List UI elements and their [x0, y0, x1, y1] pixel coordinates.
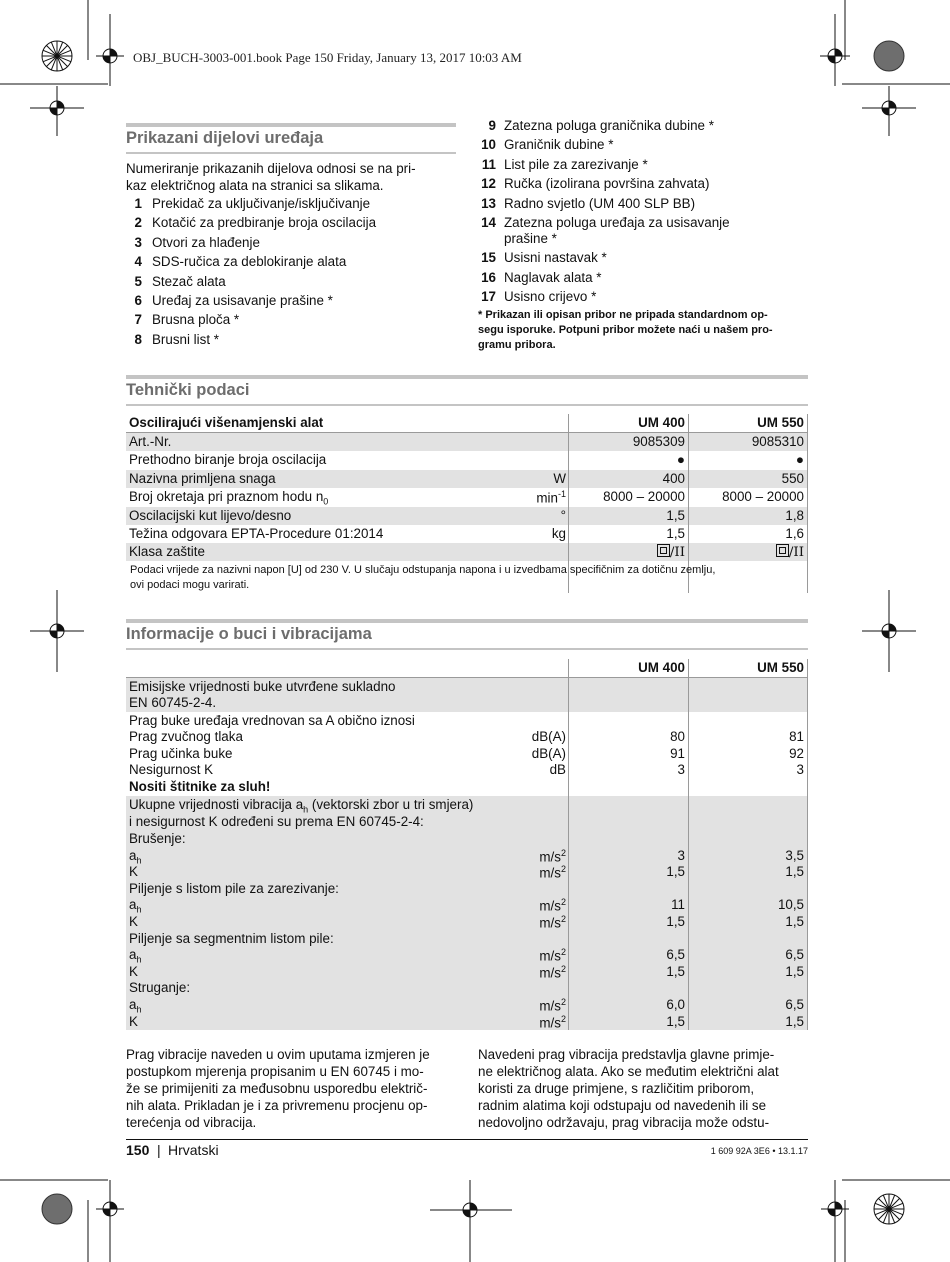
tech-row-label: Klasa zaštite	[129, 544, 205, 560]
noise-title-underline	[126, 648, 808, 650]
item-label: Brusna ploča *	[152, 312, 240, 328]
vibration-unit: $m/s^2$	[539, 864, 566, 881]
vibration-unit: $m/s^2$	[539, 914, 566, 931]
noise-threshold-text: Prag buke uređaja vrednovan sa A obično iznosi	[129, 713, 415, 728]
item-label: Stezač alata	[152, 273, 226, 289]
item-label: Brusni list *	[152, 331, 219, 347]
parts-list-item	[478, 137, 808, 154]
page-number: 150	[126, 1142, 150, 1158]
parts-list-item	[126, 312, 456, 329]
item-label: Naglavak alata *	[504, 269, 602, 285]
footer-language: Hrvatski	[168, 1142, 219, 1158]
superscript: 2	[560, 864, 566, 875]
protection-class-icon	[776, 544, 789, 557]
tech-row-um400: 1,5	[666, 526, 685, 541]
parts-list-item	[478, 289, 808, 306]
tech-row-um550: 550	[781, 470, 804, 486]
tech-row-um400	[657, 544, 685, 560]
vibration-um550: 1,5	[785, 963, 804, 979]
item-number: 14	[481, 215, 496, 230]
parts-list-item	[126, 274, 456, 291]
item-label: List pile za zarezivanje *	[504, 156, 648, 172]
footer-doc-code: 1 609 92A 3E6 • 13.1.17	[710, 1146, 808, 1156]
paragraph-line: terećenja od vibracija.	[126, 1115, 257, 1130]
tech-footnote-line: ovi podaci mogu varirati.	[130, 579, 250, 591]
vibration-ah-label: $a_h$	[129, 897, 142, 916]
tech-table-row	[126, 470, 808, 488]
paragraph-line: Navedeni prag vibracija predstavlja glavne primje-	[478, 1047, 775, 1062]
tech-header-um550: UM 550	[757, 415, 804, 430]
item-number: 16	[481, 269, 496, 285]
item-label: SDS-ručica za deblokiranje alata	[152, 254, 347, 270]
vibration-group-name: Piljenje sa segmentnim listom pile:	[129, 930, 334, 946]
vibration-k-label: K	[129, 914, 138, 929]
vibration-k-label: K	[129, 1013, 138, 1029]
item-label-continuation: prašine *	[504, 231, 557, 247]
vibration-um400: 1,5	[666, 1013, 685, 1029]
vibration-block	[126, 796, 808, 1030]
noise-emission-line: Emisijske vrijednosti buke utvrđene sukladno	[129, 679, 396, 694]
vibration-group-name: Struganje:	[129, 980, 191, 996]
vibration-unit: $m/s^2$	[539, 997, 566, 1014]
item-label: Zatezna poluga graničnika dubine *	[504, 118, 714, 133]
item-number: 10	[481, 137, 496, 153]
noise-col-divider	[568, 659, 569, 1030]
noise-row-label: Prag zvučnog tlaka	[129, 729, 243, 744]
noise-row-um400: 91	[670, 745, 685, 761]
parts-list-item	[126, 196, 456, 213]
item-label: Usisno crijevo *	[504, 289, 597, 305]
parts-list-item	[126, 254, 456, 271]
tech-table-row	[126, 451, 808, 469]
paragraph-line: Prag vibracije naveden u ovim uputama izmjeren je	[126, 1047, 430, 1062]
vibration-ah-label: $a_h$	[129, 947, 142, 965]
subscript: h	[136, 1004, 142, 1015]
parts-intro-line: Numeriranje prikazanih dijelova odnosi se na pri-	[126, 161, 416, 176]
item-number: 9	[488, 118, 496, 133]
noise-row-unit: dB(A)	[531, 745, 566, 761]
parts-intro-line: kaz električnog alata na stranici sa slikama.	[126, 178, 384, 193]
noise-header-um400: UM 400	[638, 660, 685, 675]
parts-list-item	[478, 196, 808, 213]
item-label: Kotačić za predbiranje broja oscilacija	[152, 215, 377, 231]
vibration-k-label: K	[129, 864, 138, 880]
tech-section-rule	[126, 375, 808, 379]
noise-section-rule	[126, 619, 808, 623]
item-number: 11	[481, 156, 496, 172]
tech-row-um400: 9085309	[632, 434, 685, 449]
noise-section-title: Informacije o buci i vibracijama	[126, 625, 372, 643]
item-number: 4	[134, 254, 142, 270]
vibration-um550: 6,5	[785, 947, 804, 963]
vibration-unit: $m/s^2$	[539, 963, 566, 981]
parts-list-item	[478, 118, 808, 135]
parts-list-item	[126, 215, 456, 232]
tech-header-label: Oscilirajući višenamjenski alat	[129, 415, 324, 430]
vibration-um550: 1,5	[785, 914, 804, 929]
vibration-um400: 3	[677, 847, 685, 863]
tech-row-um550: 8000 – 20000	[722, 489, 804, 505]
tech-row-um550: 9085310	[751, 434, 804, 449]
footer-separator: |	[157, 1142, 161, 1158]
accessory-note-line: segu isporuke. Potpuni pribor možete naći u našem pro-	[478, 324, 773, 336]
item-number: 17	[481, 289, 496, 305]
parts-title-underline	[126, 152, 456, 154]
superscript: -1	[557, 489, 566, 500]
tech-row-um550	[776, 544, 804, 560]
subscript: 0	[323, 496, 329, 507]
vibration-um400: 1,5	[666, 864, 685, 880]
parts-list-item	[478, 215, 808, 232]
tech-section-title: Tehnički podaci	[126, 381, 250, 399]
tech-table-row	[126, 525, 808, 543]
accessory-note-line: * Prikazan ili opisan pribor ne pripada standardnom op-	[478, 309, 768, 321]
item-label: Uređaj za usisavanje prašine *	[152, 293, 333, 308]
vibration-um400: 6,0	[666, 997, 685, 1012]
hearing-protection-warning: Nositi štitnike za sluh!	[129, 778, 271, 794]
parts-list-item	[478, 270, 808, 287]
noise-row-um550: 81	[789, 729, 804, 744]
tech-row-unit: W	[553, 470, 566, 486]
item-label: Prekidač za uključivanje/isključivanje	[152, 196, 371, 211]
noise-row-um400: 3	[677, 762, 685, 777]
item-label: Graničnik dubine *	[504, 137, 614, 153]
vibration-ah-label: $a_h$	[129, 847, 142, 866]
tech-row-unit: °	[560, 507, 566, 523]
item-label: Ručka (izolirana površina zahvata)	[504, 176, 710, 192]
tech-row-um550: ●	[795, 452, 804, 468]
tech-row-label: Nazivna primljena snaga	[129, 470, 276, 486]
tech-row-um550: 1,6	[785, 526, 804, 541]
vibration-um400: 11	[671, 897, 685, 913]
item-number: 8	[134, 331, 142, 347]
tech-footnote	[130, 563, 810, 593]
subscript: h	[303, 804, 309, 815]
item-number: 2	[134, 215, 142, 231]
vibration-um550: 1,5	[785, 1013, 804, 1029]
item-label: Otvori za hlađenje	[152, 234, 260, 250]
tech-row-um400: 1,5	[666, 507, 685, 523]
noise-row-um400: 80	[670, 729, 685, 744]
tech-row-unit: $\min^{-1}$	[536, 489, 566, 506]
noise-emission-block	[126, 678, 808, 712]
item-label: Usisni nastavak *	[504, 250, 607, 266]
file-info-header: OBJ_BUCH-3003-001.book Page 150 Friday, January 13, 2017 10:03 AM	[133, 50, 522, 65]
item-number: 13	[481, 195, 496, 211]
noise-row-um550: 92	[789, 745, 804, 761]
accessory-note-line: gramu pribora.	[478, 339, 556, 351]
tech-table-header	[126, 414, 808, 432]
parts-list-item	[478, 157, 808, 174]
superscript: 2	[560, 963, 566, 974]
parts-list-item	[126, 293, 456, 310]
tech-row-label: Prethodno biranje broja oscilacija	[129, 452, 327, 468]
tech-table-row	[126, 543, 808, 561]
tech-row-label: Broj okretaja pri praznom hodu $n_0$	[129, 489, 329, 507]
tech-row-um400: 400	[662, 470, 685, 486]
tech-header-um400: UM 400	[638, 415, 685, 430]
vibration-paragraph-right	[478, 1046, 810, 1131]
vibration-group-name: Brušenje:	[129, 831, 186, 846]
tech-row-label: Art.-Nr.	[129, 434, 172, 449]
vibration-intro-line: Ukupne vrijednosti vibracija $a_h$ (vektorski zbor u tri smjera)	[129, 797, 474, 815]
noise-row-label: Nesigurnost K	[129, 762, 214, 777]
item-number: 1	[134, 196, 142, 211]
tech-footnote-line: Podaci vrijede za nazivni napon [U] od 230 V. U slučaju odstupanja napona i u izvedbama specifičnim za dotičnu zemlju,	[130, 564, 716, 576]
vibration-um400: 1,5	[666, 914, 685, 929]
vibration-unit: $m/s^2$	[539, 947, 566, 964]
parts-section-title: Prikazani dijelovi uređaja	[126, 129, 324, 147]
protection-class-icon	[657, 544, 670, 557]
vibration-um400: 1,5	[666, 963, 685, 979]
vibration-unit: $m/s^2$	[539, 847, 566, 865]
tech-row-um400: 8000 – 20000	[603, 489, 685, 505]
item-label: Zatezna poluga uređaja za usisavanje	[504, 215, 730, 230]
vibration-k-label: K	[129, 963, 138, 979]
noise-table-header	[126, 659, 808, 677]
paragraph-line: že se primijeniti za međusobnu usporedbu električ-	[126, 1081, 428, 1096]
paragraph-line: koristi za druge primjene, s različitim priborom,	[478, 1081, 755, 1096]
noise-row-unit: dB	[549, 762, 566, 777]
noise-row-unit: dB(A)	[531, 729, 566, 744]
subscript: h	[136, 855, 142, 866]
tech-row-um550: 1,8	[785, 507, 804, 523]
vibration-ah-label: $a_h$	[129, 997, 142, 1015]
tech-table-row	[126, 507, 808, 525]
item-number: 6	[134, 293, 142, 308]
tech-row-unit: kg	[551, 526, 566, 541]
vibration-unit: $m/s^2$	[539, 897, 566, 914]
noise-col-divider	[807, 659, 808, 1030]
vibration-um550: 6,5	[785, 997, 804, 1012]
parts-list-item	[126, 235, 456, 252]
tech-header-rule	[126, 432, 808, 433]
tech-row-label: Oscilacijski kut lijevo/desno	[129, 507, 292, 523]
footer-rule	[126, 1139, 808, 1140]
vibration-um550: 3,5	[785, 847, 804, 863]
paragraph-line: nedovoljno održavaju, prag vibracija može odstu-	[478, 1115, 770, 1130]
subscript: h	[136, 954, 142, 965]
subscript: h	[136, 905, 142, 916]
accessory-note	[478, 308, 810, 353]
parts-list-item	[478, 250, 808, 267]
noise-row-label: Prag učinka buke	[129, 745, 233, 761]
superscript: 2	[560, 847, 566, 858]
parts-section-rule	[126, 123, 456, 127]
vibration-um550: 1,5	[785, 864, 804, 880]
item-label: Radno svjetlo (UM 400 SLP BB)	[504, 195, 696, 211]
vibration-um550: 10,5	[777, 897, 804, 913]
tech-row-um400: ●	[676, 452, 685, 468]
superscript: 2	[560, 914, 566, 924]
paragraph-line: ne električnog alata. Ako se međutim električni alat	[478, 1064, 779, 1079]
noise-emission-line: EN 60745-2-4.	[129, 695, 217, 710]
item-number: 3	[134, 234, 142, 250]
protection-class-value: /II	[788, 545, 804, 561]
tech-table-row	[126, 488, 808, 506]
superscript: 2	[560, 997, 566, 1007]
paragraph-line: radnim alatima koji odstupaju od navedenih ili se	[478, 1098, 767, 1113]
superscript: 2	[560, 1013, 566, 1024]
tech-title-underline	[126, 404, 808, 406]
tech-row-label: Težina odgovara EPTA-Procedure 01:2014	[129, 526, 384, 541]
superscript: 2	[560, 897, 566, 908]
vibration-unit: $m/s^2$	[539, 1013, 566, 1031]
vibration-paragraph-left	[126, 1046, 456, 1131]
paragraph-line: nih alata. Prikladan je i za privremenu procjenu op-	[126, 1098, 428, 1113]
protection-class-value: /II	[669, 545, 685, 561]
noise-level-block	[126, 712, 808, 796]
parts-list-item	[478, 176, 808, 193]
item-number: 7	[134, 312, 142, 328]
tech-table-row	[126, 433, 808, 451]
parts-intro	[126, 160, 456, 194]
vibration-group-name: Piljenje s listom pile za zarezivanje:	[129, 880, 339, 896]
vibration-intro-line: i nesigurnost K određeni su prema EN 60745-2-4:	[129, 814, 424, 829]
item-number: 5	[134, 273, 142, 289]
superscript: 2	[560, 947, 566, 958]
vibration-um400: 6,5	[666, 947, 685, 963]
noise-header-um550: UM 550	[757, 660, 804, 675]
item-number: 12	[481, 176, 496, 192]
noise-row-um550: 3	[796, 762, 804, 777]
paragraph-line: postupkom mjerenja propisanim u EN 60745 i mo-	[126, 1064, 424, 1079]
parts-list-item	[126, 332, 456, 349]
noise-col-divider	[688, 659, 689, 1030]
item-number: 15	[481, 250, 496, 266]
